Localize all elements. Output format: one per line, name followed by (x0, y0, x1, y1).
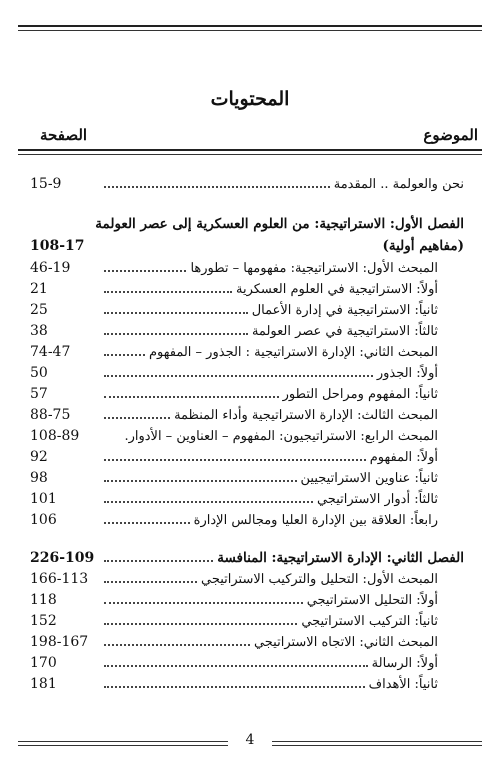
toc-leader-dots (104, 521, 190, 524)
toc-entry-page: 88-75 (30, 407, 71, 423)
toc-leader-dots (104, 249, 378, 250)
toc-entry-title: المبحث الثالث: الإدارة الاستراتيجية وأداء المنظمة (174, 408, 438, 423)
toc-entry-page: 198-167 (30, 634, 89, 650)
toc-leader-dots (104, 395, 279, 398)
toc-entry-page: 101 (30, 491, 57, 507)
toc-entry (30, 630, 464, 650)
toc-entry-page: 21 (30, 281, 48, 297)
toc-leader-dots (104, 580, 197, 583)
toc-entry (30, 672, 464, 692)
toc-leader-dots (104, 643, 250, 646)
toc-leader-dots (104, 664, 368, 667)
toc-leader-dots (104, 416, 170, 419)
toc-entry-page: 57 (30, 386, 48, 402)
toc-leader-dots (104, 479, 297, 482)
toc-leader-dots (104, 185, 330, 188)
toc-entry-title: ثانياً: التركيب الاستراتيجي (301, 614, 438, 629)
toc-entry (30, 424, 464, 444)
toc-leader-dots (104, 685, 365, 688)
toc-entry (30, 212, 464, 232)
toc-entry (30, 298, 464, 318)
toc-leader-dots (104, 500, 313, 503)
toc-entry-page: 15-9 (30, 176, 62, 192)
toc-entry (30, 588, 464, 608)
toc-leader-dots (104, 353, 145, 356)
toc-entry-title: المبحث الثاني: الاتجاه الاستراتيجي (253, 635, 438, 650)
toc-entry-title: أولاً: الاستراتيجية في العلوم العسكرية (235, 282, 438, 297)
header-topic: الموضوع (423, 126, 478, 144)
toc-entry-page: 152 (30, 613, 57, 629)
toc-entry (30, 445, 464, 465)
toc-entry-page: 118 (30, 592, 57, 608)
toc-entry-title: أولاً: الرسالة (371, 656, 438, 671)
toc-leader-dots (104, 311, 248, 314)
toc-entry-title: ثالثاً: الاستراتيجية في عصر العولمة (251, 324, 438, 339)
toc-leader-dots (104, 439, 120, 440)
toc-entry-title: المبحث الرابع: الاستراتيجيون: المفهوم – العناوين – الأدوار. (124, 429, 438, 444)
toc-entry-page: 166-113 (30, 571, 89, 587)
toc-entry-page: 50 (30, 365, 48, 381)
toc-entry-title: ثانياً: عناوين الاستراتيجيين (300, 471, 438, 486)
toc-entry (30, 546, 464, 566)
page-title: المحتويات (210, 88, 290, 110)
top-rule-thin (18, 30, 482, 31)
toc-entry-page: 108-89 (30, 428, 80, 444)
header-rule (18, 149, 482, 151)
toc-entry-page: 108-17 (30, 238, 85, 254)
top-rule (18, 25, 482, 27)
toc-leader-dots (104, 622, 297, 625)
toc-entry-title: ثانياً: المفهوم ومراحل التطور (282, 387, 438, 402)
toc-entry-page: 106 (30, 512, 57, 528)
toc-entry-title: المبحث الثاني: الإدارة الاستراتيجية : الجذور – المفهوم (149, 345, 438, 360)
footer-rule-right-2 (272, 745, 482, 746)
toc-entry (30, 277, 464, 297)
toc-entry-title: أولاً: المفهوم (369, 450, 438, 465)
toc-entry (30, 609, 464, 629)
toc-entry-title: رابعاً: العلاقة بين الإدارة العليا ومجالس الإدارة (193, 513, 438, 528)
toc-entry (30, 340, 464, 360)
toc-entry (30, 651, 464, 671)
toc-entry-page: 25 (30, 302, 48, 318)
header-rule-thin (18, 154, 482, 155)
toc-entry-page: 74-47 (30, 344, 71, 360)
toc-entry-title: ثانياً: الأهداف (368, 677, 438, 692)
toc-entry (30, 172, 464, 192)
toc-entry-page: 92 (30, 449, 48, 465)
toc-leader-dots (104, 332, 248, 335)
toc-entry-title: (مفاهيم أولية) (382, 238, 464, 254)
toc-entry-page: 226-109 (30, 550, 95, 566)
toc-entry (30, 319, 464, 339)
toc-entry (30, 256, 464, 276)
header-page: الصفحة (40, 126, 88, 144)
toc-entry (30, 403, 464, 423)
toc-entry-page: 98 (30, 470, 48, 486)
toc-entry-title: الفصل الثاني: الإدارة الاستراتيجية: المنافسة (217, 550, 464, 566)
toc-leader-dots (104, 269, 186, 272)
toc-entry (30, 234, 464, 254)
toc-entry-title: الفصل الأول: الاستراتيجية: من العلوم العسكرية إلى عصر العولمة (95, 216, 464, 232)
toc-entry-title: أولاً: الجذور (376, 366, 438, 381)
toc-entry-title: ثالثاً: أدوار الاستراتيجي (316, 492, 438, 507)
toc-entry-page: 46-19 (30, 260, 71, 276)
toc-leader-dots (104, 290, 232, 293)
footer-rule-right (272, 741, 482, 742)
toc-entry (30, 487, 464, 507)
toc-entry-page: 38 (30, 323, 48, 339)
toc-entry (30, 567, 464, 587)
toc-entry (30, 508, 464, 528)
toc-entry-page: 181 (30, 676, 57, 692)
toc-entry-title: المبحث الأول: التحليل والتركيب الاستراتيجي (200, 572, 438, 587)
toc-leader-dots (104, 458, 366, 461)
toc-leader-dots (104, 559, 213, 562)
toc-entry (30, 382, 464, 402)
toc-entry-page: 170 (30, 655, 57, 671)
page-number: 4 (245, 732, 255, 748)
toc-leader-dots (104, 374, 373, 377)
toc-entry (30, 466, 464, 486)
toc-entry-title: ثانياً: الاستراتيجية في إدارة الأعمال (251, 303, 438, 318)
toc-leader-dots (104, 601, 303, 604)
toc-entry (30, 361, 464, 381)
toc-entry-title: المبحث الأول: الاستراتيجية: مفهومها – تطورها (190, 261, 438, 276)
toc-entry-title: أولاً: التحليل الاستراتيجي (306, 593, 438, 608)
toc-entry-title: نحن والعولمة .. المقدمة (333, 177, 464, 192)
